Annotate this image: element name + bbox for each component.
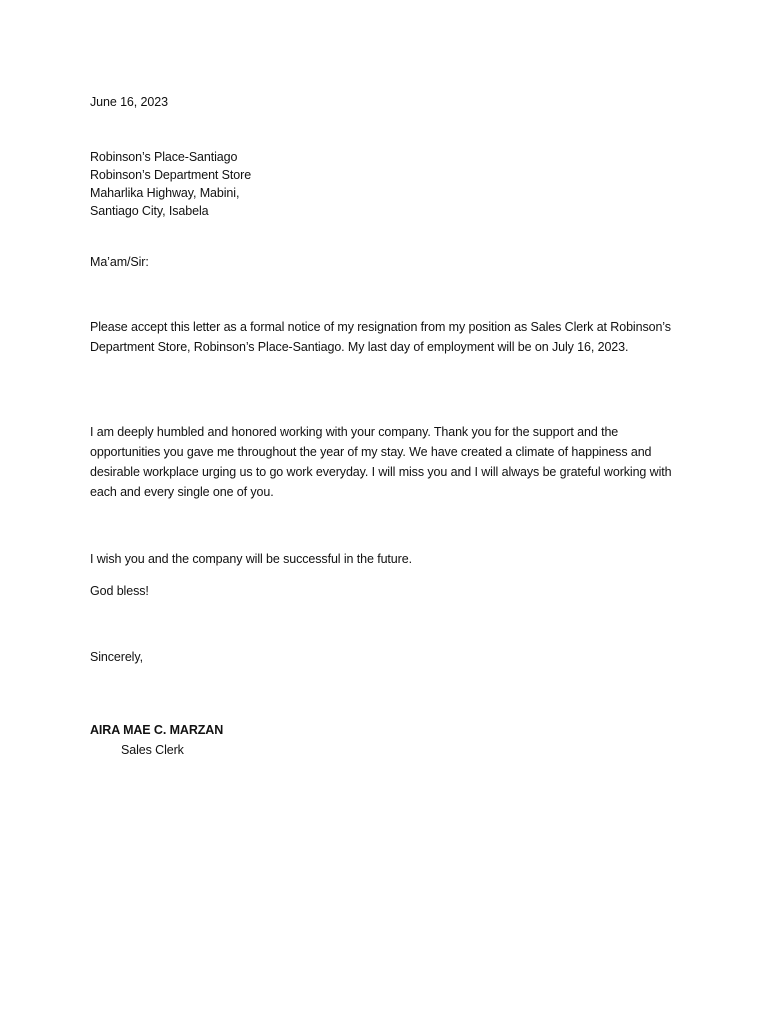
signer-title: Sales Clerk — [121, 743, 184, 757]
recipient-line: Santiago City, Isabela — [90, 204, 209, 218]
signer-name: AIRA MAE C. MARZAN — [90, 723, 224, 737]
body-paragraph: I wish you and the company will be successful in the future. — [90, 552, 412, 566]
closing: Sincerely, — [90, 650, 143, 664]
recipient-line: Maharlika Highway, Mabini, — [90, 186, 240, 200]
salutation: Ma’am/Sir: — [90, 255, 149, 269]
letter-date: June 16, 2023 — [90, 95, 168, 109]
recipient-address — [90, 148, 251, 220]
body-paragraph: Please accept this letter as a formal notice of my resignation from my position as Sales Clerk at Robinson’s Department Store, Robinson’s Place-Santiago. My last day of employment will be on July 16, 2023. — [90, 320, 671, 354]
recipient-line: Robinson’s Department Store — [90, 168, 252, 182]
body-paragraph: I am deeply humbled and honored working with your company. Thank you for the support and the opportunities you gave me throughout the year of my stay. We have created a climate of happiness and desirable workplace urging us to go work everyday. I will miss you and I will always be grateful working with each and every single one of you. — [90, 425, 672, 499]
body-paragraph: God bless! — [90, 584, 149, 598]
recipient-line: Robinson’s Place-Santiago — [90, 150, 238, 164]
